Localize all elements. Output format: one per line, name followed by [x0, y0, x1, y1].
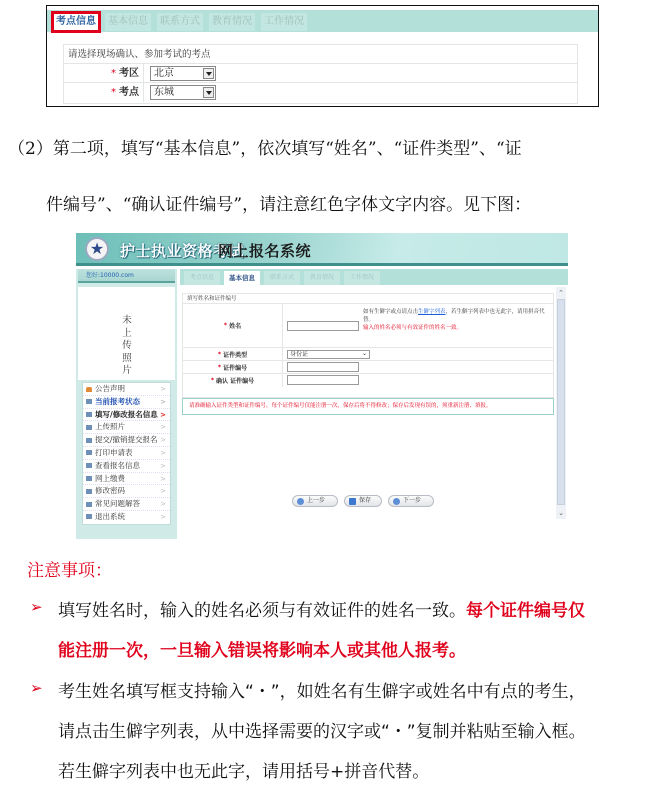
chevron-right-icon: > — [160, 487, 166, 496]
chevron-down-icon[interactable]: ⌄ — [361, 350, 367, 357]
chevron-right-icon: > — [160, 461, 166, 470]
exam-area-label: * 考区 — [64, 64, 144, 83]
scroll-up-icon[interactable]: ⌃ — [558, 289, 564, 297]
photo-char: 未 — [122, 315, 132, 326]
basic-info-screenshot — [76, 233, 568, 541]
note-1-line-1: 填写姓名时，输入的姓名必须与有效证件的姓名一致。每个证件编号仅 — [58, 601, 585, 621]
system-title: 网上报名系统 — [218, 242, 312, 260]
sidebar-item-edit-info[interactable]: 填写/修改报名信息 > — [83, 409, 170, 422]
tab-basic-info[interactable]: 基本信息 — [224, 271, 260, 285]
exam-site-screenshot — [46, 5, 599, 107]
save-button[interactable]: 保存 — [344, 495, 382, 507]
dropdown-arrow-icon[interactable] — [203, 68, 214, 79]
tab-work[interactable]: 工作情况 — [261, 13, 307, 31]
exam-area-row — [64, 64, 577, 83]
tab-bar — [180, 269, 568, 285]
star-emblem-icon: ★ — [85, 237, 109, 261]
doc-icon — [86, 399, 92, 404]
sidebar-item-payment[interactable]: 网上缴费 > — [83, 473, 170, 486]
previous-step-button[interactable]: 上一步 — [292, 495, 338, 507]
tab-exam-site[interactable]: 考点信息 — [53, 13, 99, 31]
sidebar — [76, 269, 177, 539]
doc-icon — [86, 412, 92, 417]
name-warning: 输入的姓名必须与有效证件的姓名一致。 — [363, 325, 463, 331]
name-label: * 姓名 — [183, 304, 283, 347]
photo-char: 片 — [122, 365, 132, 376]
arrow-left-circle-icon — [297, 498, 304, 505]
exam-title: 护士执业资格考试 — [120, 242, 245, 260]
sidebar-item-faq[interactable]: 常见问题解答 > — [83, 498, 170, 511]
chevron-right-icon: > — [160, 512, 166, 521]
floppy-disk-icon — [349, 498, 356, 505]
system-banner — [76, 233, 568, 266]
id-type-row — [183, 348, 553, 361]
name-input[interactable] — [287, 321, 359, 331]
photo-placeholder — [78, 287, 175, 380]
sidebar-item-print[interactable]: 打印申请表 > — [83, 447, 170, 460]
id-warning-box: 请准确输入证件类型和证件编号，每个证件编号仅能注册一次，保存后将不得修改；保存后发现有误的，须重新注册、填报。 — [182, 398, 554, 415]
tab-exam-site[interactable]: 考点信息 — [184, 271, 220, 285]
tab-education[interactable]: 教育情况 — [304, 271, 340, 285]
exam-area-select[interactable] — [150, 66, 216, 81]
name-row — [183, 304, 553, 348]
vertical-scrollbar[interactable] — [556, 287, 566, 519]
doc-icon — [86, 502, 92, 507]
photo-char: 照 — [122, 352, 132, 364]
tab-contact[interactable]: 联系方式 — [264, 271, 300, 285]
note-1-line-2: 能注册一次，一旦输入错误将影响本人或其他人报考。 — [58, 641, 466, 661]
note-2-line-1: 考生姓名填写框支持输入“・”，如姓名有生僻字或姓名中有点的考生， — [58, 682, 586, 702]
sidebar-item-announcements[interactable]: 公告声明 > — [83, 383, 170, 396]
confirm-id-label: * 确认 证件编号 — [183, 374, 283, 387]
scroll-thumb[interactable] — [557, 299, 565, 505]
chevron-right-icon: > — [160, 448, 166, 457]
user-greeting: 您好:10000.com — [78, 269, 175, 283]
doc-icon — [86, 450, 92, 455]
id-number-input[interactable] — [287, 362, 359, 372]
name-id-form — [182, 293, 554, 398]
doc-icon — [86, 514, 92, 519]
exam-site-row — [64, 83, 577, 102]
sidebar-item-submit[interactable]: 提交/撤销提交报名 > — [83, 434, 170, 447]
doc-icon — [86, 489, 92, 494]
note-2-line-3: 若生僻字列表中也无此字，请用括号+拼音代替。 — [58, 762, 430, 782]
chevron-right-icon: > — [160, 410, 166, 419]
arrow-right-circle-icon — [393, 498, 400, 505]
chevron-right-icon: > — [160, 385, 166, 393]
id-number-label: * 证件编号 — [183, 361, 283, 373]
sidebar-item-logout[interactable]: 退出系统 > — [83, 511, 170, 524]
scroll-down-icon[interactable]: ⌄ — [558, 509, 564, 517]
exam-site-value: 东城 — [154, 87, 174, 98]
bullet-arrow-icon: ➢ — [30, 679, 43, 697]
sidebar-item-password[interactable]: 修改密码 > — [83, 485, 170, 498]
id-type-label: * 证件类型 — [183, 348, 283, 360]
panel-heading: 请选择现场确认、参加考试的考点 — [64, 45, 577, 64]
doc-icon — [86, 438, 92, 443]
next-step-button[interactable]: 下一步 — [388, 495, 434, 507]
tab-work[interactable]: 工作情况 — [344, 271, 380, 285]
id-number-row — [183, 361, 553, 374]
chevron-right-icon: > — [160, 500, 166, 509]
exam-site-label: * 考点 — [64, 83, 144, 102]
chevron-right-icon: > — [160, 436, 166, 445]
instruction-line-1: （2）第二项，填写“基本信息”，依次填写“姓名”、“证件类型”、“证 — [8, 139, 522, 159]
exam-site-panel — [63, 44, 578, 104]
sidebar-menu — [82, 382, 171, 525]
tab-contact[interactable]: 联系方式 — [157, 13, 203, 31]
dropdown-arrow-icon[interactable] — [203, 87, 214, 98]
photo-char: 传 — [122, 340, 132, 351]
note-2-line-2: 请点击生僻字列表，从中选择需要的汉字或“・”复制并粘贴至输入框。 — [58, 722, 586, 742]
chevron-right-icon: > — [160, 423, 166, 432]
confirm-id-row — [183, 374, 553, 387]
doc-icon — [86, 476, 92, 481]
sidebar-item-status[interactable]: 当前报考状态 > — [83, 396, 170, 409]
tab-education[interactable]: 教育情况 — [209, 13, 255, 31]
exam-area-value: 北京 — [154, 68, 174, 79]
bullet-arrow-icon: ➢ — [30, 598, 43, 616]
form-heading: 填写姓名和证件编号 — [183, 294, 553, 304]
instruction-line-2: 件编号”、“确认证件编号”，请注意红色字体文字内容。见下图： — [46, 195, 532, 215]
sidebar-item-view-info[interactable]: 查看报名信息 > — [83, 460, 170, 473]
tab-bar — [47, 10, 598, 32]
home-icon — [86, 387, 92, 392]
sidebar-item-upload-photo[interactable]: 上传照片 > — [83, 421, 170, 434]
notes-title: 注意事项： — [27, 561, 112, 581]
rare-char-list-link[interactable]: 生僻字列表 — [418, 309, 446, 315]
doc-icon — [86, 463, 92, 468]
confirm-id-input[interactable] — [287, 375, 359, 385]
chevron-right-icon: > — [160, 397, 166, 406]
main-content — [180, 269, 568, 539]
doc-icon — [86, 425, 92, 430]
exam-site-select[interactable] — [150, 85, 216, 100]
chevron-right-icon: > — [160, 474, 166, 483]
tab-basic-info[interactable]: 基本信息 — [105, 13, 151, 31]
id-type-select[interactable]: 身份证 ⌄ — [287, 350, 370, 359]
name-hint: 如有生僻字或点请点击生僻字列表，若生僻字列表中也无此字，请用拼音代替。 输入的姓名必须与有效证件的姓名一致。 — [363, 309, 545, 331]
photo-char: 上 — [122, 327, 132, 339]
